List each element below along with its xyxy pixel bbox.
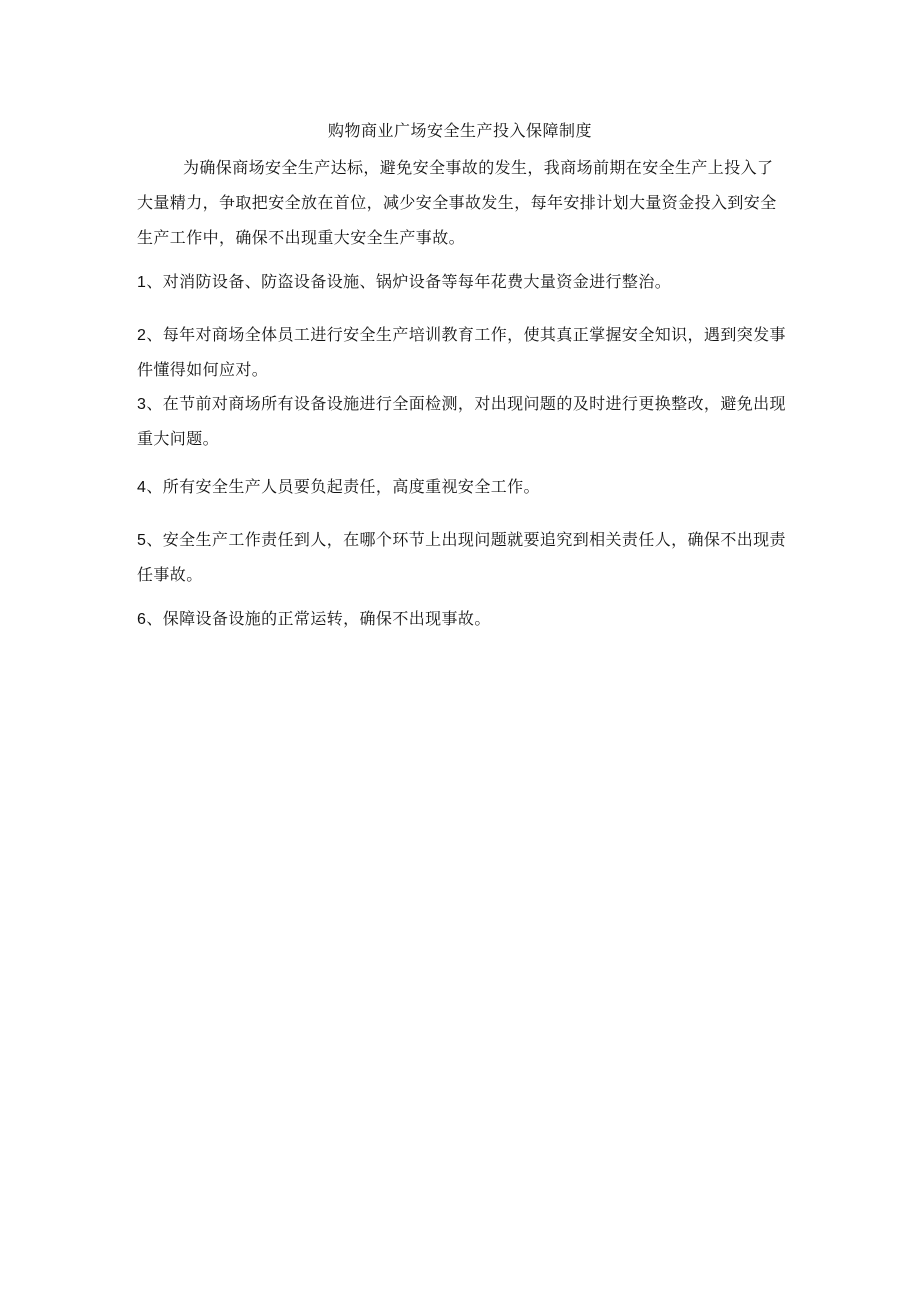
item-text: 、安全生产工作责任到人，在哪个环节上出现问题就要追究到相关责任人，确保不出现责任事故。 <box>137 530 786 584</box>
item-text: 、对消防设备、防盗设备设施、锅炉设备等每年花费大量资金进行整治。 <box>146 272 672 291</box>
item-text: 、保障设备设施的正常运转，确保不出现事故。 <box>146 609 491 628</box>
document-title: 购物商业广场安全生产投入保障制度 <box>327 121 592 140</box>
item-number: 1 <box>137 274 147 291</box>
item-text: 、在节前对商场所有设备设施进行全面检测，对出现问题的及时进行更换整改，避免出现重大问题。 <box>137 394 786 448</box>
item-number: 4 <box>137 479 147 496</box>
item-number: 2 <box>137 327 147 344</box>
list-item <box>137 387 787 456</box>
list-item <box>137 265 787 300</box>
item-number: 3 <box>137 396 147 413</box>
item-number: 5 <box>137 532 147 549</box>
list-item <box>137 523 787 592</box>
intro-paragraph: 为确保商场安全生产达标，避免安全事故的发生，我商场前期在安全生产上投入了大量精力，争取把安全放在首位，减少安全事故发生，每年安排计划大量资金投入到安全生产工作中，确保不出现重大安全生产事故。 <box>137 158 777 247</box>
item-number: 6 <box>137 611 147 628</box>
item-text: 、每年对商场全体员工进行安全生产培训教育工作，使其真正掌握安全知识，遇到突发事件懂得如何应对。 <box>137 325 786 379</box>
list-item <box>137 602 787 637</box>
document-body <box>137 150 787 637</box>
list-item <box>137 318 787 387</box>
list-item <box>137 470 787 505</box>
item-text: 、所有安全生产人员要负起责任，高度重视安全工作。 <box>146 477 540 496</box>
